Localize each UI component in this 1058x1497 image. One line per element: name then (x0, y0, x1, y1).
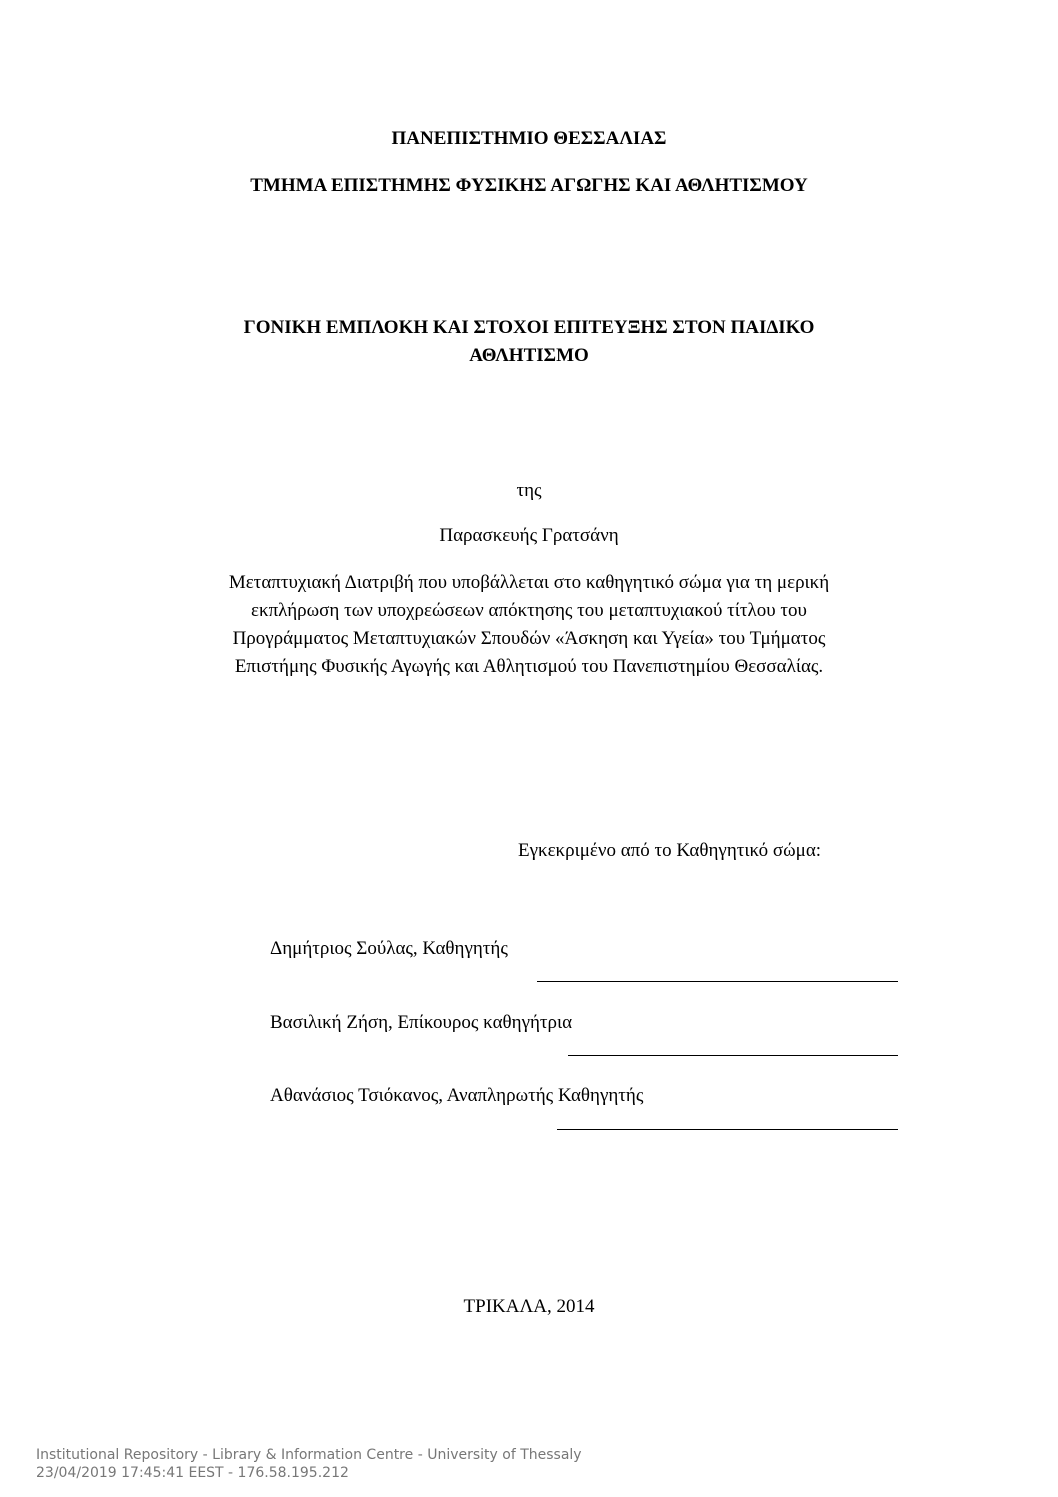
thesis-title-line-2: ΑΘΛΗΤΙΣΜΟ (469, 345, 589, 366)
footer-line-2: 23/04/2019 17:45:41 EEST - 176.58.195.212 (36, 1465, 349, 1481)
signature-line-2 (568, 1055, 898, 1056)
thesis-title-line-1: ΓΟΝΙΚΗ ΕΜΠΛΟΚΗ ΚΑΙ ΣΤΟΧΟΙ ΕΠΙΤΕΥΞΗΣ ΣΤΟΝ ΠΑΙΔΙΚΟ (243, 317, 815, 338)
university-name: ΠΑΝΕΠΙΣΤΗΜΙΟ ΘΕΣΣΑΛΙΑΣ (391, 128, 667, 149)
footer-line-1: Institutional Repository - Library & Information Centre - University of Thessaly (36, 1447, 582, 1463)
committee-member-1: Δημήτριος Σούλας, Καθηγητής (270, 938, 508, 959)
signature-line-1 (537, 981, 898, 982)
place-date: ΤΡΙΚΑΛΑ, 2014 (463, 1296, 595, 1317)
description-line: Μεταπτυχιακή Διατριβή που υποβάλλεται στο καθηγητικό σώμα για τη μερική (228, 572, 830, 593)
author-name: Παρασκευής Γρατσάνη (439, 525, 619, 546)
committee-member-2: Βασιλική Ζήση, Επίκουρος καθηγήτρια (270, 1012, 573, 1033)
repository-footer (36, 1446, 582, 1482)
signature-line-3 (557, 1129, 898, 1130)
thesis-description (0, 569, 1058, 681)
department-name: ΤΜΗΜΑ ΕΠΙΣΤΗΜΗΣ ΦΥΣΙΚΗΣ ΑΓΩΓΗΣ ΚΑΙ ΑΘΛΗΤΙΣΜΟΥ (250, 175, 808, 196)
approval-label: Εγκεκριμένο από το Καθηγητικό σώμα: (518, 840, 822, 861)
by-label: της (516, 480, 542, 501)
description-line: Επιστήμης Φυσικής Αγωγής και Αθλητισμού του Πανεπιστημίου Θεσσαλίας. (234, 656, 824, 677)
description-line: Προγράμματος Μεταπτυχιακών Σπουδών «Άσκηση και Υγεία» του Τμήματος (232, 628, 826, 649)
committee-member-3: Αθανάσιος Τσιόκανος, Αναπληρωτής Καθηγητής (270, 1085, 644, 1106)
description-line: εκπλήρωση των υποχρεώσεων απόκτησης του μεταπτυχιακού τίτλου του (251, 600, 807, 621)
